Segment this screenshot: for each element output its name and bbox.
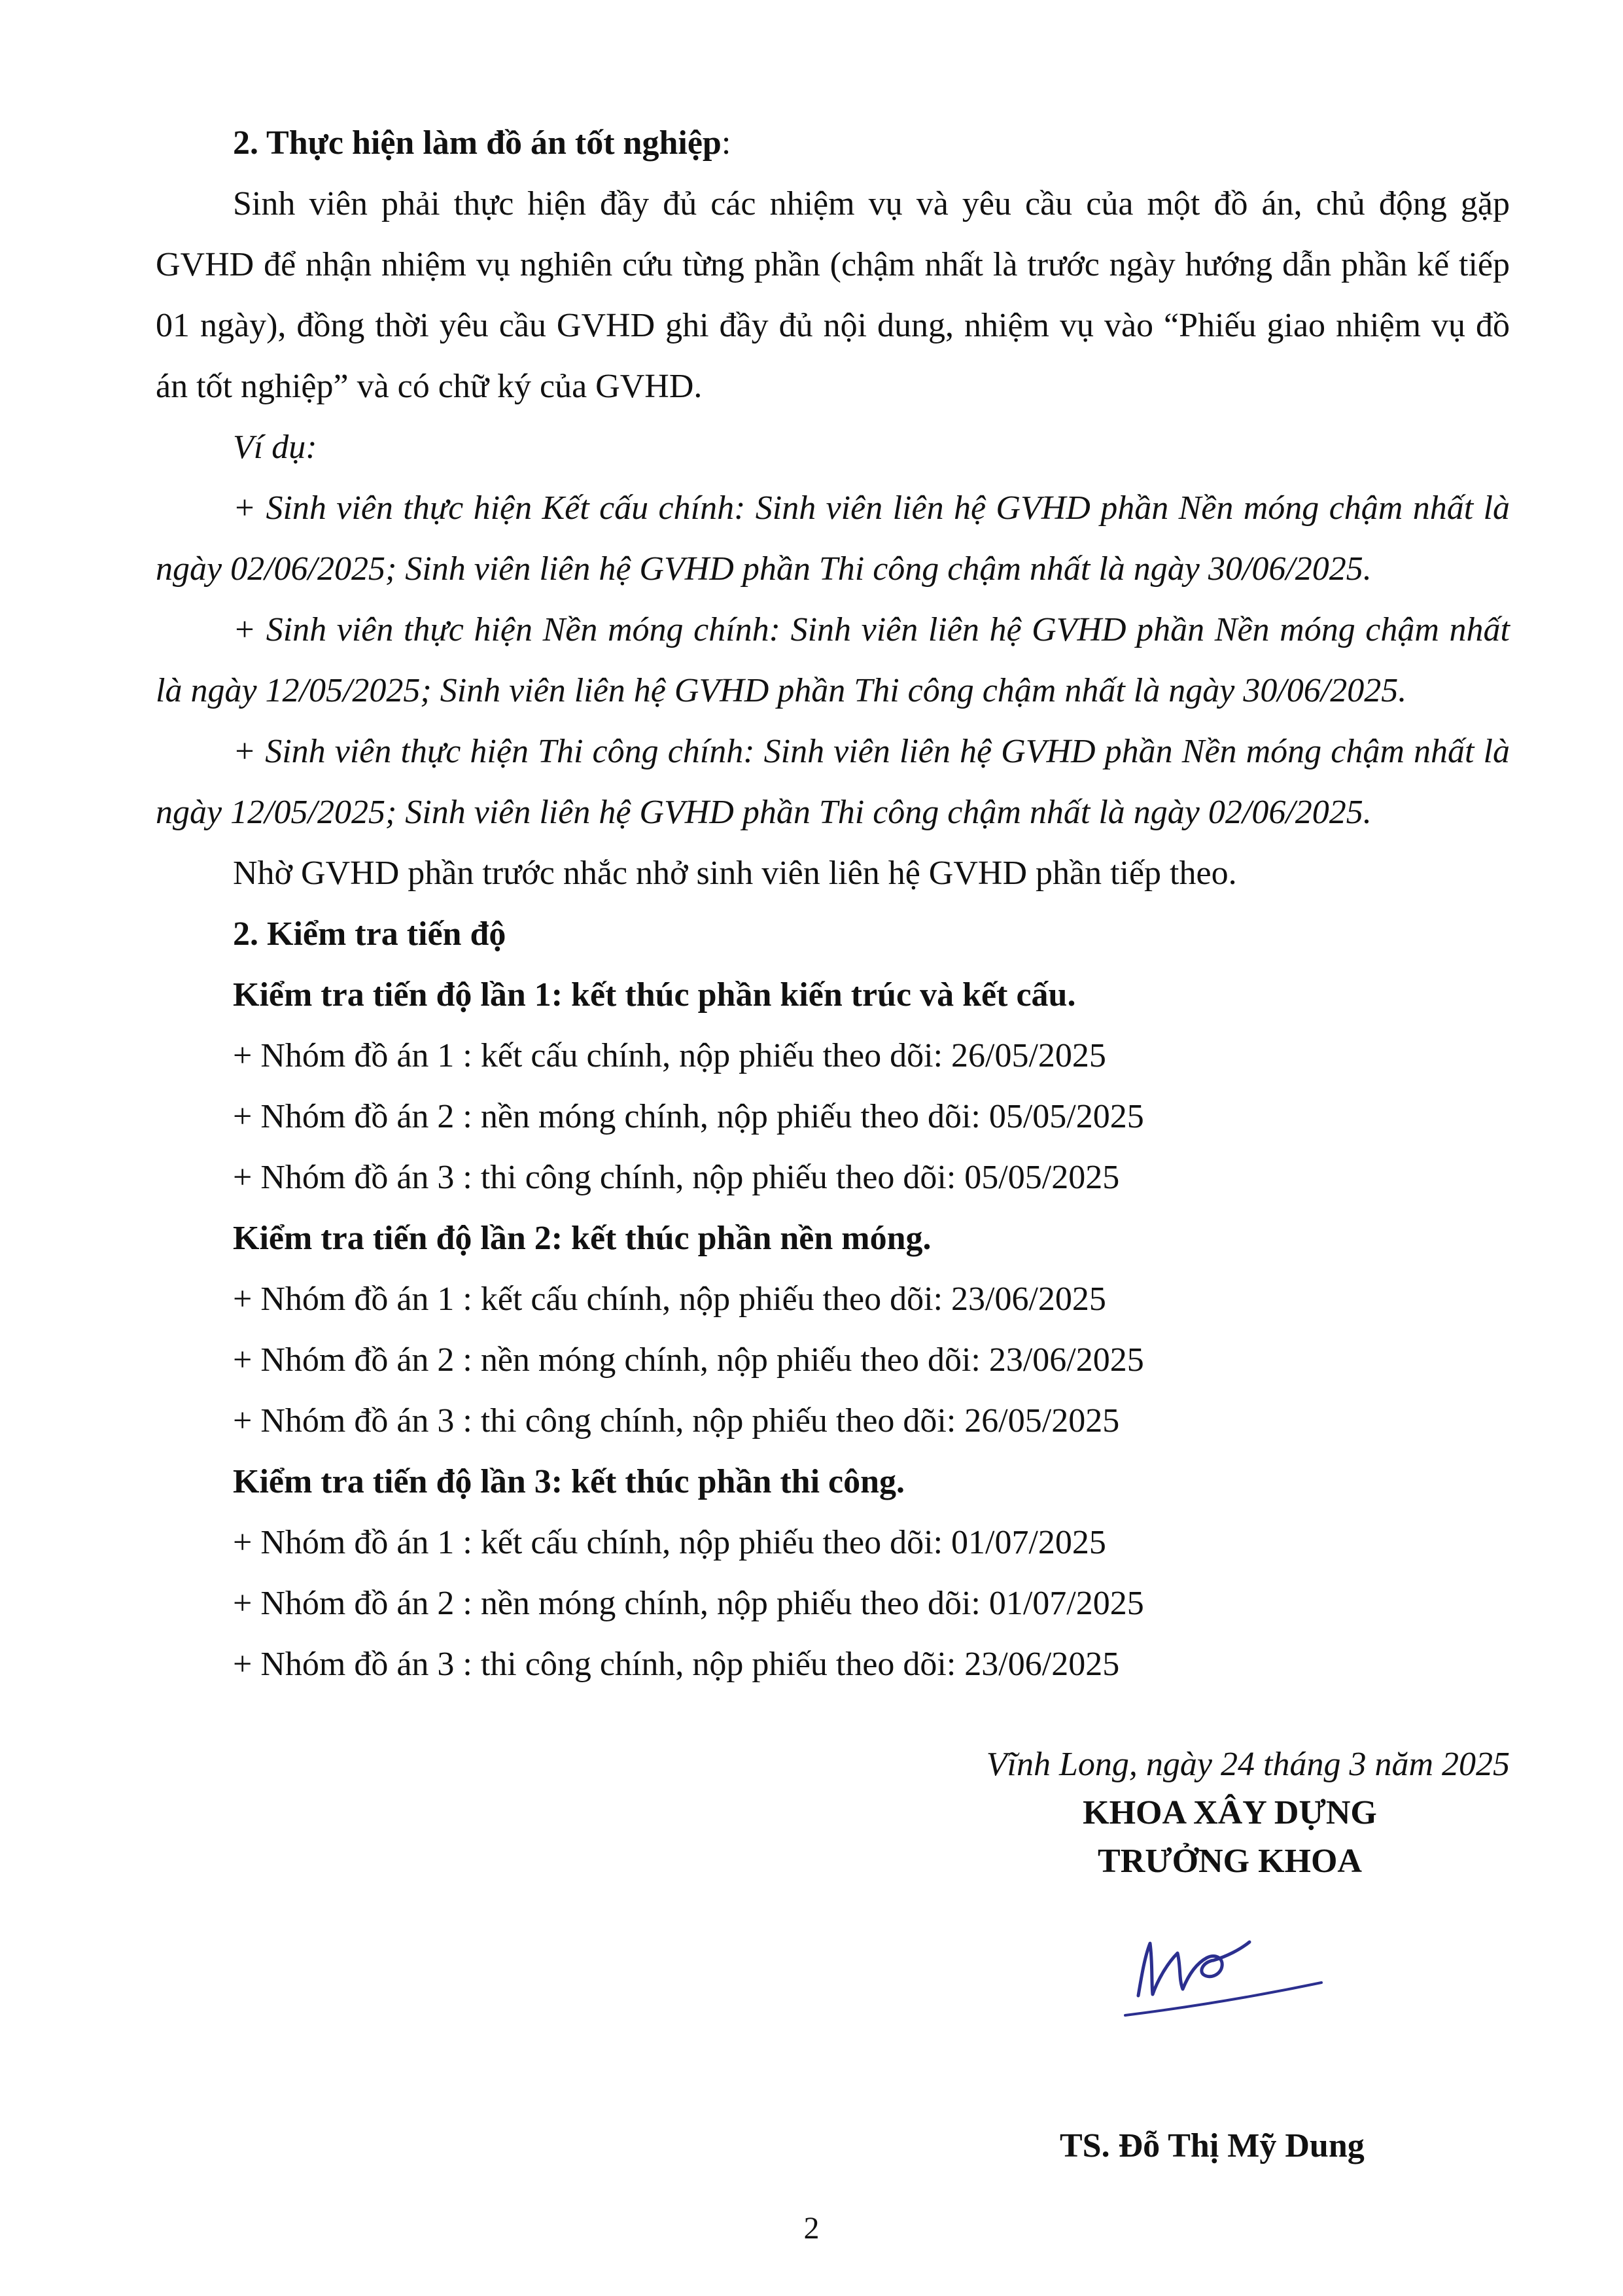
implementation-paragraph: Sinh viên phải thực hiện đầy đủ các nhiệm vụ và yêu cầu của một đồ án, chủ động gặp GVHD để nhận nhiệm vụ nghiên cứu từng phần (chậm nhất là trước ngày hướng dẫn phần kế tiếp 01 ngày), đồng thời yêu cầu GVHD ghi đầy đủ nội dung, nhiệm vụ vào “Phiếu giao nhiệm vụ đồ án tốt nghiệp” và có chữ ký của GVHD. <box>156 185 1510 405</box>
signatory-name: TS. Đỗ Thị Mỹ Dung <box>1060 2127 1365 2164</box>
progress-check-item: + Nhóm đồ án 1 : kết cấu chính, nộp phiếu theo dõi: 01/07/2025 <box>233 1524 1106 1561</box>
signature-block <box>850 1740 1510 1886</box>
document-body <box>156 113 1510 1695</box>
example-item: + Sinh viên thực hiện Kết cấu chính: Sinh viên liên hệ GVHD phần Nền móng chậm nhất là ngày 02/06/2025; Sinh viên liên hệ GVHD phần Thi công chậm nhất là ngày 30/06/2025. <box>156 489 1510 588</box>
implementation-heading-text: 2. Thực hiện làm đồ án tốt nghiệp <box>233 124 722 162</box>
signature-stroke <box>1138 1942 1249 1996</box>
progress-check-title: Kiểm tra tiến độ lần 2: kết thúc phần nền móng. <box>233 1220 932 1257</box>
handwritten-signature <box>1112 1917 1335 2028</box>
example-item: + Sinh viên thực hiện Nền móng chính: Sinh viên liên hệ GVHD phần Nền móng chậm nhất là ngày 12/05/2025; Sinh viên liên hệ GVHD phần Thi công chậm nhất là ngày 30/06/2025. <box>156 611 1510 709</box>
progress-check-item: + Nhóm đồ án 3 : thi công chính, nộp phiếu theo dõi: 23/06/2025 <box>233 1646 1120 1683</box>
progress-heading: 2. Kiểm tra tiến độ <box>233 915 506 953</box>
example-label: Ví dụ: <box>233 429 317 466</box>
example-item: + Sinh viên thực hiện Thi công chính: Sinh viên liên hệ GVHD phần Nền móng chậm nhất là ngày 12/05/2025; Sinh viên liên hệ GVHD phần Thi công chậm nhất là ngày 02/06/2025. <box>156 733 1510 831</box>
page-number: 2 <box>803 2211 820 2246</box>
progress-check-item: + Nhóm đồ án 3 : thi công chính, nộp phiếu theo dõi: 05/05/2025 <box>233 1159 1120 1196</box>
progress-check-item: + Nhóm đồ án 2 : nền móng chính, nộp phiếu theo dõi: 23/06/2025 <box>233 1341 1144 1379</box>
implementation-heading <box>156 113 1510 173</box>
signature-organization: KHOA XÂY DỰNG <box>1083 1794 1377 1831</box>
implementation-heading-suffix: : <box>721 124 731 162</box>
reminder-text: Nhờ GVHD phần trước nhắc nhở sinh viên liên hệ GVHD phần tiếp theo. <box>233 855 1237 892</box>
progress-check-item: + Nhóm đồ án 2 : nền móng chính, nộp phiếu theo dõi: 05/05/2025 <box>233 1098 1144 1135</box>
progress-check-title: Kiểm tra tiến độ lần 1: kết thúc phần kiến trúc và kết cấu. <box>233 976 1076 1014</box>
signature-title: TRƯỞNG KHOA <box>1098 1843 1362 1880</box>
progress-check-item: + Nhóm đồ án 3 : thi công chính, nộp phiếu theo dõi: 26/05/2025 <box>233 1402 1120 1439</box>
progress-check-item: + Nhóm đồ án 1 : kết cấu chính, nộp phiếu theo dõi: 26/05/2025 <box>233 1037 1106 1074</box>
signature-place-date: Vĩnh Long, ngày 24 tháng 3 năm 2025 <box>986 1746 1510 1783</box>
progress-check-item: + Nhóm đồ án 1 : kết cấu chính, nộp phiếu theo dõi: 23/06/2025 <box>233 1280 1106 1318</box>
progress-check-item: + Nhóm đồ án 2 : nền móng chính, nộp phiếu theo dõi: 01/07/2025 <box>233 1585 1144 1622</box>
progress-check-title: Kiểm tra tiến độ lần 3: kết thúc phần thi công. <box>233 1463 905 1500</box>
